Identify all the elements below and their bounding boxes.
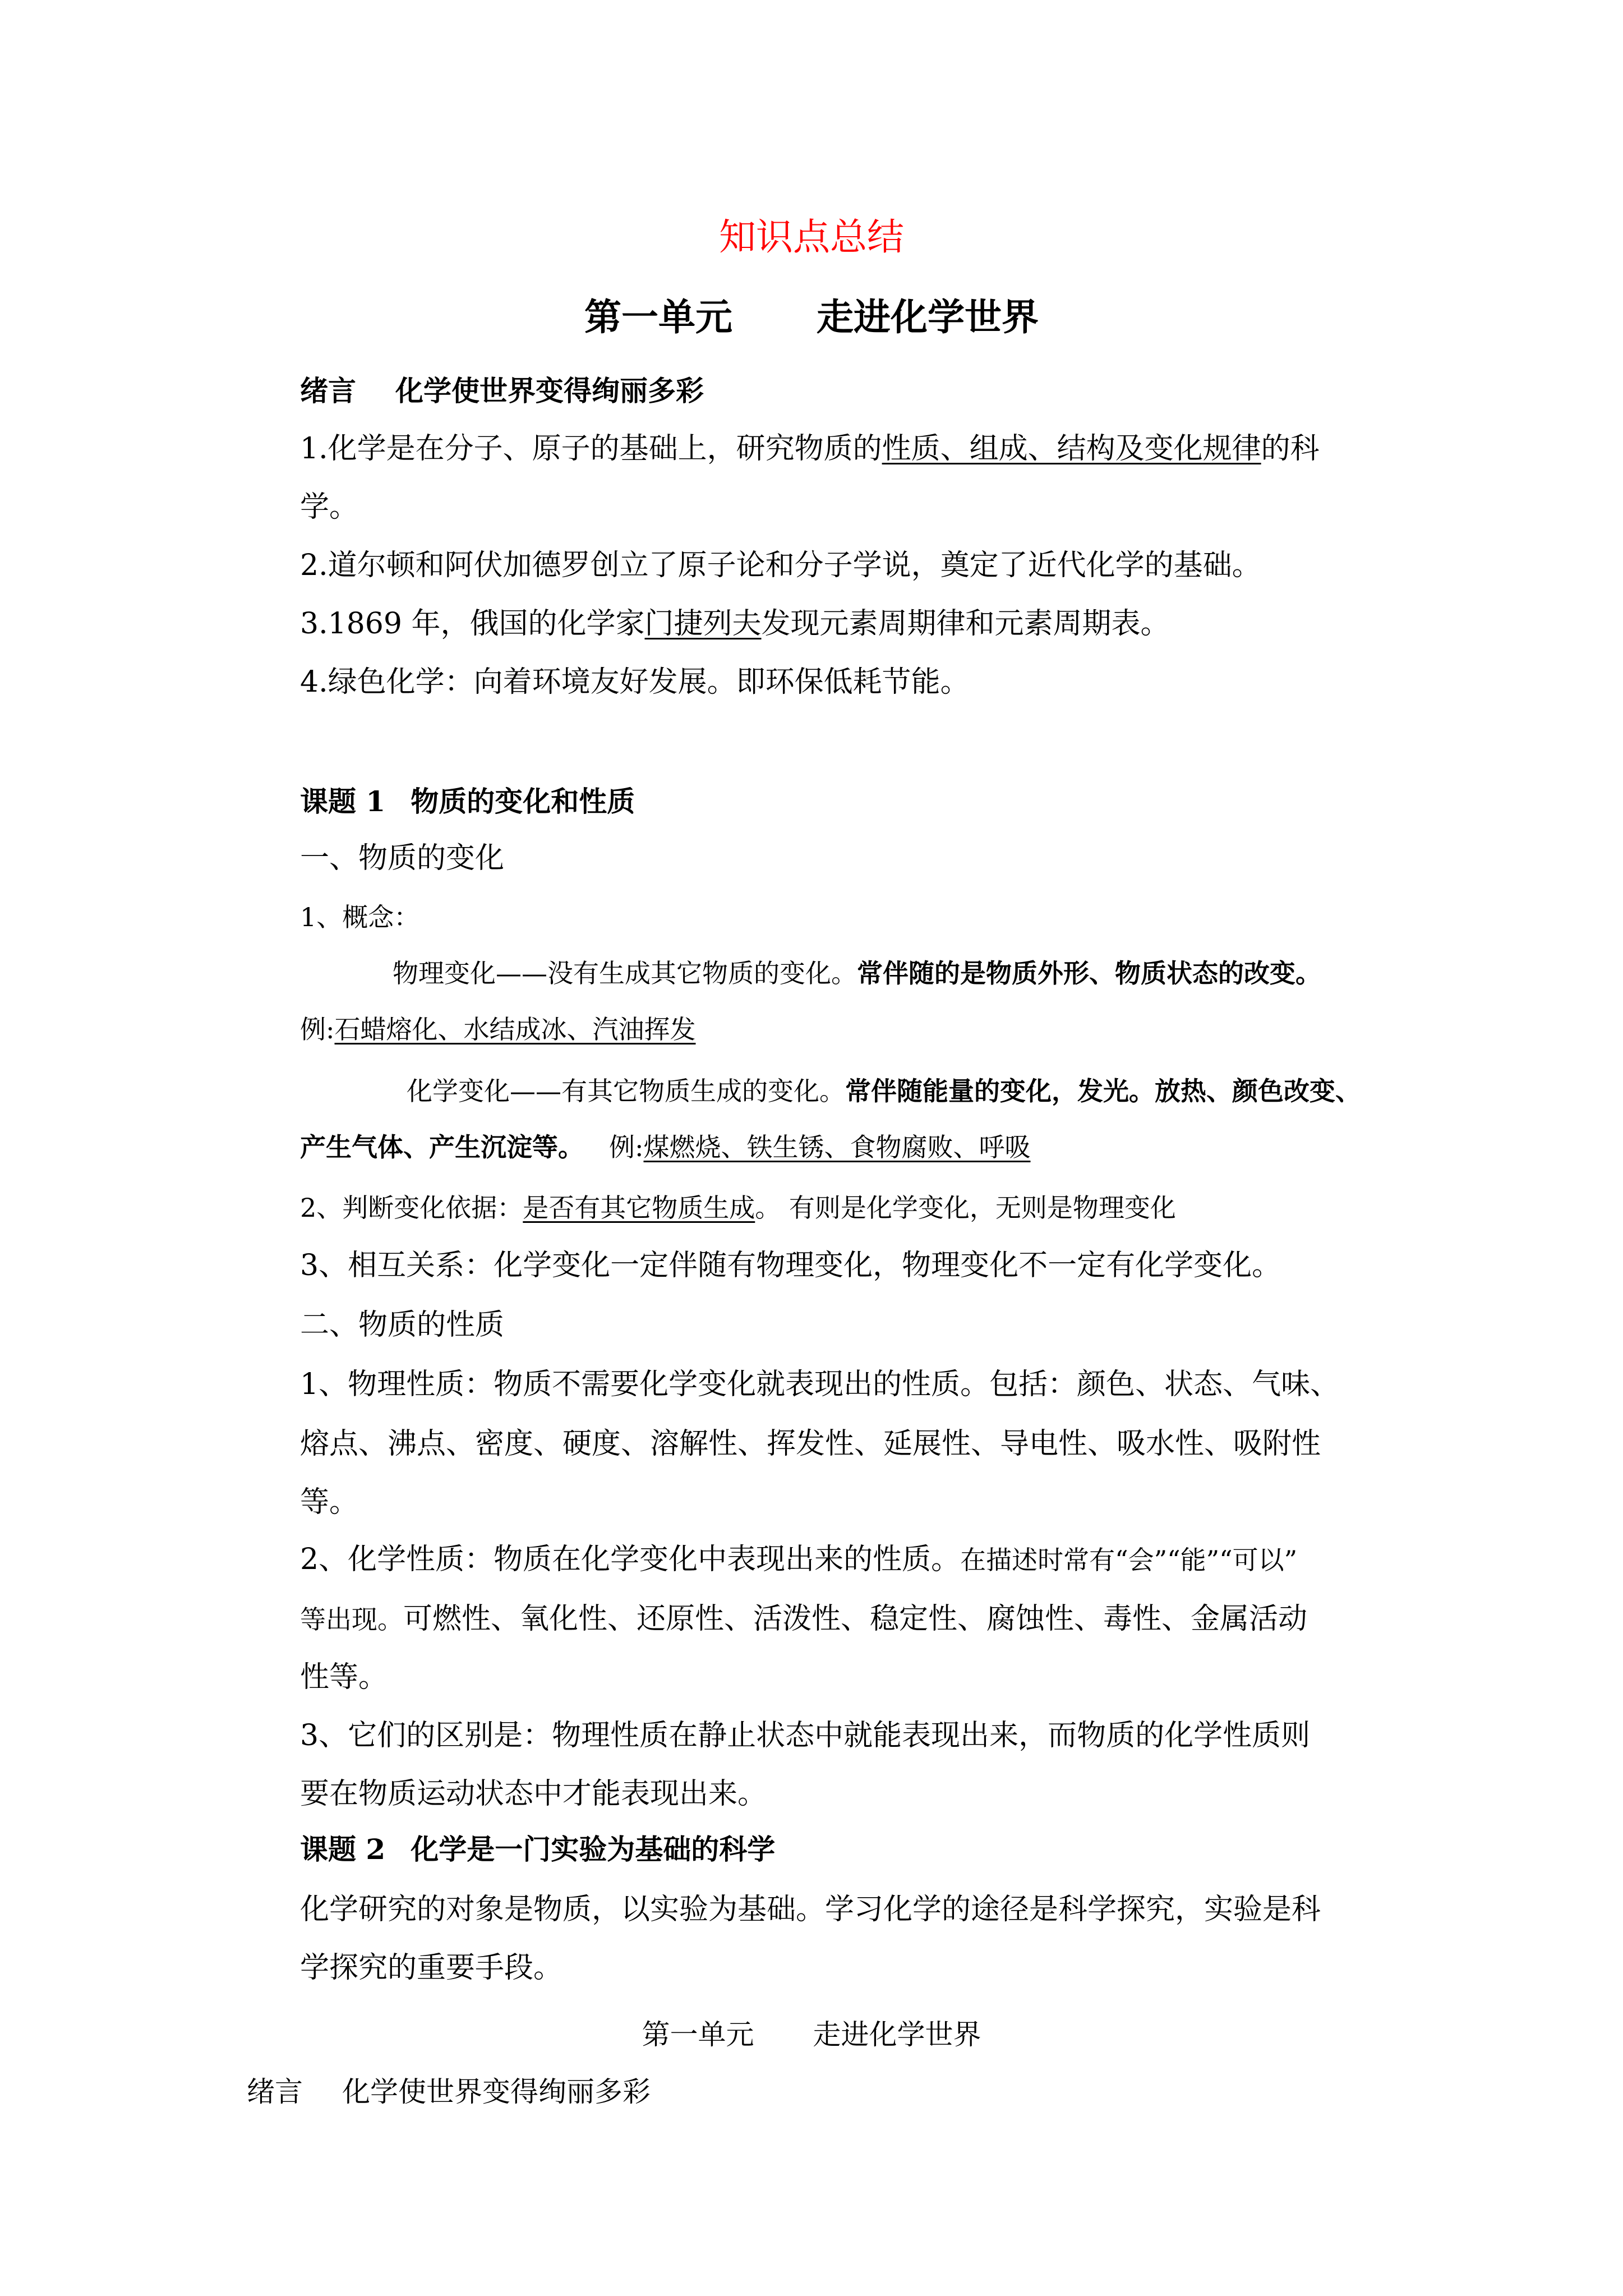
repeat-unit-number: 第一单元 [642, 2018, 754, 2051]
repeat-intro-text: 化学使世界变得绚丽多彩 [342, 2076, 651, 2108]
judge-basis-label: 2、判断变化依据： [300, 1193, 523, 1223]
chemical-property-text: 2、化学性质：物质在化学变化中表现出来的性质。 [300, 1543, 961, 1576]
intro-item-1-text: 1.化学是在分子、原子的基础上，研究物质的 [300, 432, 882, 466]
concept-label: 1、概念： [300, 902, 420, 932]
judge-basis-criterion: 是否有其它物质生成 [523, 1193, 755, 1223]
physical-change-note: 常伴随的是物质外形、物质状态的改变。 [857, 958, 1321, 988]
chemical-change-example [300, 1134, 1031, 1160]
intro-item-1-cont: 学。 [300, 490, 359, 524]
mutual-relation: 3、相互关系：化学变化一定伴随有物理变化，物理变化不一定有化学变化。 [300, 1249, 1281, 1282]
chemical-property-line-1 [300, 1545, 1297, 1574]
judge-basis-rule: 。 有则是化学变化，无则是物理变化 [755, 1193, 1176, 1223]
lesson1-heading [300, 785, 635, 818]
chemical-change-definition [407, 1078, 1361, 1104]
chemical-example-list: 煤燃烧、铁生锈、食物腐败、呼吸 [643, 1132, 1031, 1162]
lesson1-section-1: 一、物质的变化 [300, 841, 505, 875]
lesson2-line-2: 学探究的重要手段。 [300, 1951, 563, 1985]
chemical-property-line-3: 性等。 [300, 1660, 388, 1694]
lesson2-heading-label: 课题 2 [300, 1833, 386, 1866]
intro-item-1-tail: 的科 [1261, 432, 1320, 466]
chemical-property-note: 在描述时常有“会”“能”“可以” [960, 1545, 1298, 1575]
intro-item-4: 4.绿色化学：向着环境友好发展。即环保低耗节能。 [300, 665, 970, 699]
chemical-change-note: 常伴随能量的变化，发光。放热、颜色改变、 [845, 1076, 1361, 1106]
property-difference-line-2: 要在物质运动状态中才能表现出来。 [300, 1777, 767, 1811]
chemical-change-note-cont: 产生气体、产生沉淀等。 [300, 1132, 584, 1162]
physical-change-example [300, 1014, 696, 1045]
repeat-unit-title [0, 2018, 1623, 2051]
physical-property-line-2: 熔点、沸点、密度、硬度、溶解性、挥发性、延展性、导电性、吸水性、吸附性 [300, 1427, 1321, 1461]
lesson2-heading-text: 化学是一门实验为基础的科学 [411, 1833, 776, 1866]
chemical-property-list: 可燃性、氧化性、还原性、活泼性、稳定性、腐蚀性、毒性、金属活动 [403, 1602, 1308, 1636]
physical-example-list: 石蜡熔化、水结成冰、汽油挥发 [334, 1014, 696, 1045]
lesson1-heading-label: 课题 1 [300, 785, 386, 818]
physical-example-prefix: 例: [300, 1014, 335, 1045]
lesson2-heading [300, 1835, 775, 1864]
physical-change-text: 物理变化——没有生成其它物质的变化。 [393, 958, 857, 988]
intro-heading-text: 化学使世界变得绚丽多彩 [395, 374, 704, 407]
intro-item-3 [300, 607, 1170, 641]
intro-item-3-underlined: 门捷列夫 [644, 607, 762, 641]
repeat-unit-name: 走进化学世界 [813, 2018, 981, 2051]
intro-item-2: 2.道尔顿和阿伏加德罗创立了原子论和分子学说，奠定了近代化学的基础。 [300, 549, 1261, 582]
unit-number: 第一单元 [584, 295, 732, 339]
repeat-intro-heading [247, 2078, 651, 2106]
document-title: 知识点总结 [719, 215, 904, 259]
lesson2-line-1: 化学研究的对象是物质，以实验为基础。学习化学的途径是科学探究，实验是科 [300, 1893, 1321, 1926]
chemical-property-note-cont: 等出现。 [300, 1604, 403, 1635]
physical-change-definition [393, 960, 1321, 986]
chemical-change-text: 化学变化——有其它物质生成的变化。 [407, 1076, 845, 1106]
intro-heading [300, 374, 704, 407]
physical-property-line-3: 等。 [300, 1485, 359, 1519]
lesson1-section-2: 二、物质的性质 [300, 1308, 505, 1342]
intro-item-1 [300, 432, 1320, 466]
physical-property-line-1: 1、物理性质：物质不需要化学变化就表现出的性质。包括：颜色、状态、气味、 [300, 1368, 1340, 1401]
unit-title [0, 295, 1623, 339]
property-difference-line-1: 3、它们的区别是：物理性质在静止状态中就能表现出来，而物质的化学性质则 [300, 1719, 1311, 1752]
intro-heading-label: 绪言 [300, 374, 356, 407]
intro-item-3-tail: 发现元素周期律和元素周期表。 [761, 607, 1170, 641]
judge-basis [300, 1195, 1176, 1221]
chemical-property-line-2 [300, 1604, 1307, 1634]
intro-item-1-underlined: 性质、组成、结构及变化规律 [882, 432, 1261, 466]
repeat-intro-label: 绪言 [247, 2076, 303, 2108]
intro-item-3-text: 3.1869 年，俄国的化学家 [300, 607, 645, 641]
unit-name: 走进化学世界 [817, 295, 1039, 339]
lesson1-heading-text: 物质的变化和性质 [411, 785, 635, 818]
chemical-example-prefix: 例: [609, 1132, 644, 1162]
